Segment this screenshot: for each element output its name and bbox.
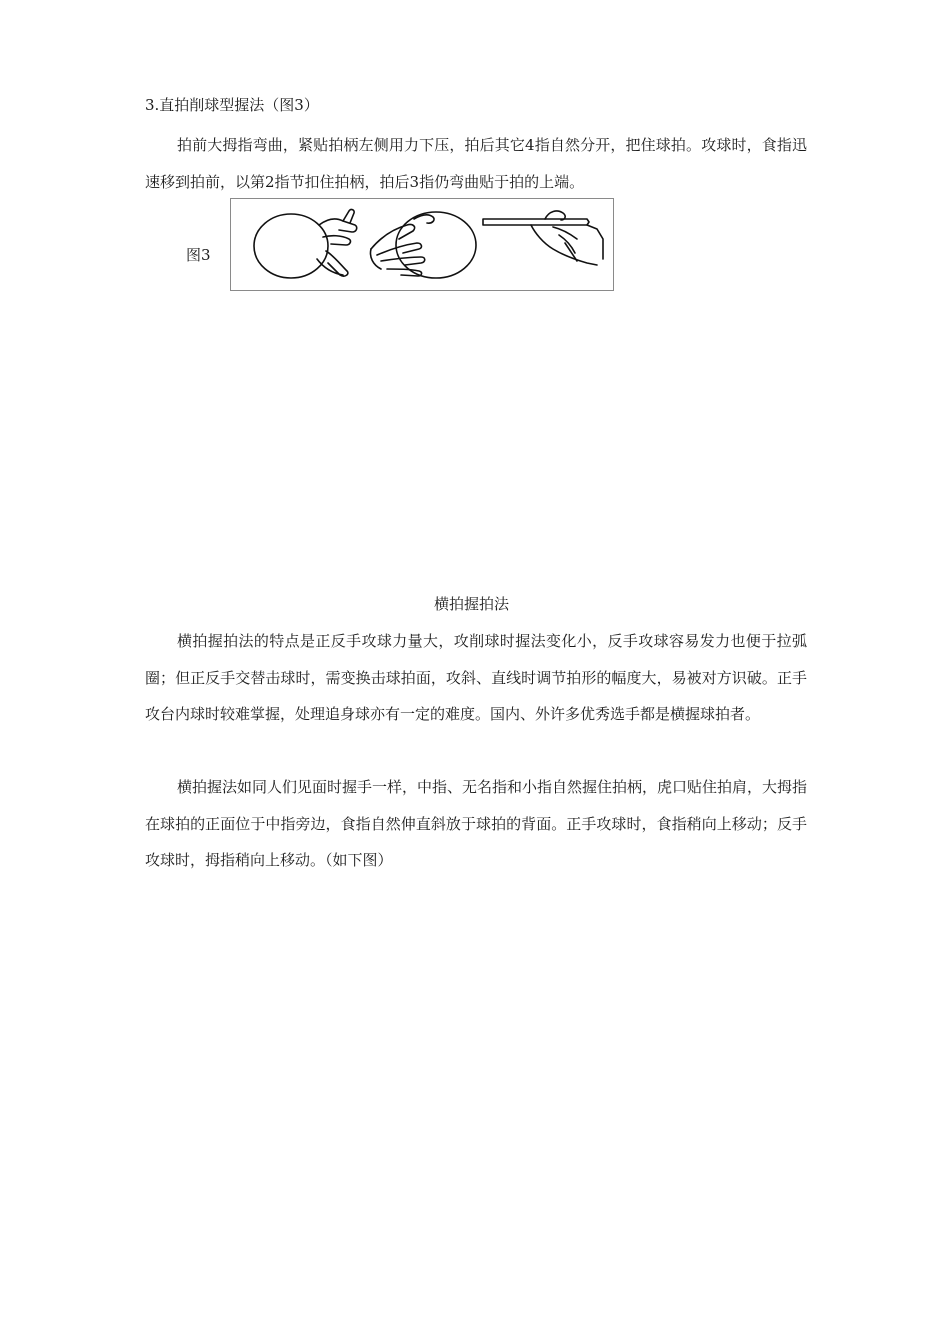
figure-grip-illustration	[230, 198, 614, 291]
paragraph-shakehand-features: 横拍握拍法的特点是正反手攻球力量大，攻削球时握法变化小，反手攻球容易发力也便于拉弧圈；但正反手交替击球时，需变换击球拍面，攻斜、直线时调节拍形的幅度大，易被对方识破。正手攻台内球时较难掌握，处理追身球亦有一定的难度。国内、外许多优秀选手都是横握球拍者。	[145, 632, 807, 723]
paragraph-shakehand-method: 横拍握法如同人们见面时握手一样，中指、无名指和小指自然握住拍柄，虎口贴住拍肩，大拇指在球拍的正面位于中指旁边，食指自然伸直斜放于球拍的背面。正手攻球时，食指稍向上移动；反手攻球时，拇指稍向上移动。（如下图）	[145, 778, 808, 869]
paragraph-straight-grip-chop: 拍前大拇指弯曲，紧贴拍柄左侧用力下压，拍后其它4指自然分开，把住球拍。攻球时，食指迅速移到拍前，以第2指节扣住拍柄，拍后3指仍弯曲贴于拍的上端。	[145, 136, 807, 191]
paddle-front-icon	[254, 210, 357, 278]
section-title: 横拍握拍法	[434, 595, 510, 613]
paddle-side-icon	[483, 211, 603, 265]
figure-label: 图3	[186, 246, 211, 264]
section-heading: 3.直拍削球型握法（图3）	[145, 96, 319, 114]
grip-drawing	[231, 199, 615, 292]
paddle-back-icon	[370, 212, 476, 278]
